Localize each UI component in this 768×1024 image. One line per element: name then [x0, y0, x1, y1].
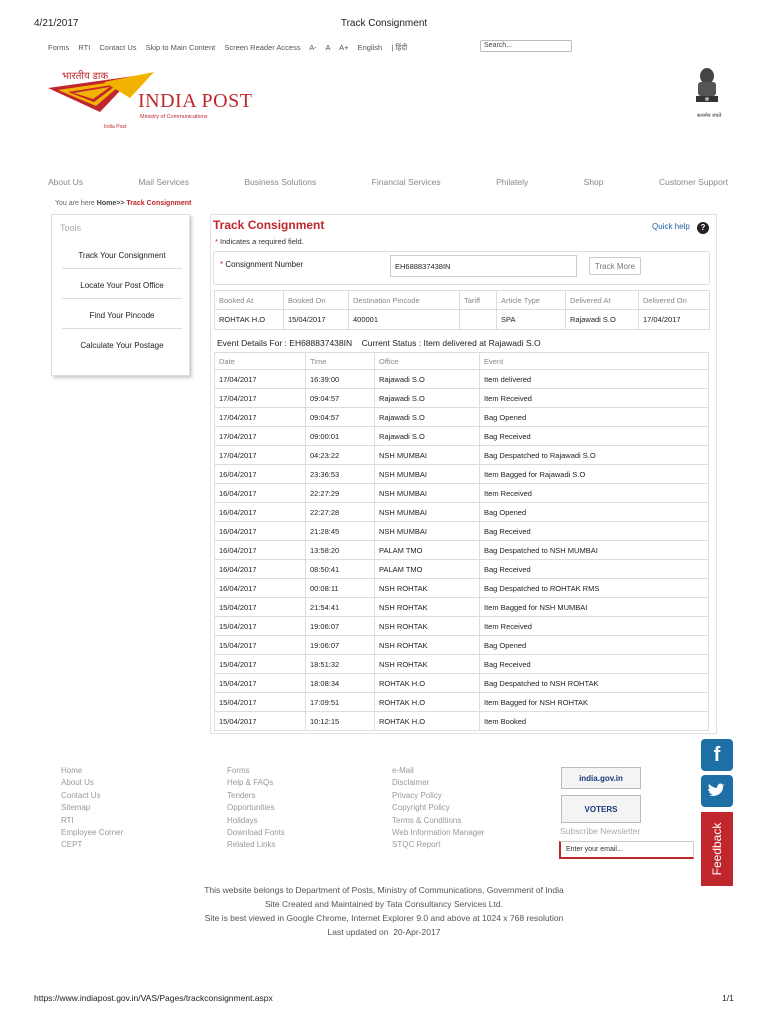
footer-browser-note: Site is best viewed in Google Chrome, Internet Explorer 9.0 and above at 1024 x 768 resolution: [204, 913, 564, 923]
booked-on-value: 15/04/2017: [284, 310, 349, 330]
event-event-cell: Bag Received: [480, 655, 709, 674]
event-office-cell: NSH ROHTAK: [375, 655, 480, 674]
footer-link-terms[interactable]: Terms & Conditions: [392, 815, 462, 825]
top-links: [48, 43, 414, 53]
event-time-cell: 22:27:29: [306, 484, 375, 503]
nav-about-us[interactable]: About Us: [48, 177, 83, 187]
event-row: [215, 674, 709, 693]
nav-philately[interactable]: Philately: [496, 177, 529, 187]
print-page-number: 1/1: [722, 993, 734, 1003]
event-date-cell: 17/04/2017: [215, 389, 306, 408]
event-office-cell: NSH MUMBAI: [375, 522, 480, 541]
col-office: Office: [375, 353, 480, 370]
breadcrumb-home-link[interactable]: Home>>: [96, 200, 125, 207]
font-decrease-link[interactable]: A-: [309, 43, 317, 52]
tariff-value: [460, 310, 497, 330]
col-tariff: Tariff: [460, 291, 497, 310]
newsletter-email-input[interactable]: Enter your email...: [559, 841, 694, 859]
event-date-cell: 16/04/2017: [215, 484, 306, 503]
col-event: Event: [480, 353, 709, 370]
event-event-cell: Bag Received: [480, 560, 709, 579]
event-date-cell: 16/04/2017: [215, 579, 306, 598]
booking-row: [215, 310, 710, 330]
breadcrumb: [55, 200, 191, 207]
event-event-cell: Item Booked: [480, 712, 709, 731]
footer-link-opportunities[interactable]: Opportunities: [227, 803, 275, 813]
event-time-cell: 09:04:57: [306, 408, 375, 427]
footer-link-web-info-manager[interactable]: Web Information Manager: [392, 828, 485, 838]
events-table: [214, 352, 709, 731]
delivered-at-value: Rajawadi S.O: [566, 310, 639, 330]
event-office-cell: Rajawadi S.O: [375, 408, 480, 427]
event-date-cell: 15/04/2017: [215, 617, 306, 636]
event-office-cell: NSH MUMBAI: [375, 503, 480, 522]
booking-header-row: [215, 291, 710, 310]
event-date-cell: 16/04/2017: [215, 541, 306, 560]
event-time-cell: 19:06:07: [306, 617, 375, 636]
event-row: [215, 522, 709, 541]
event-time-cell: 18:51:32: [306, 655, 375, 674]
event-date-cell: 15/04/2017: [215, 636, 306, 655]
event-event-cell: Bag Opened: [480, 636, 709, 655]
event-time-cell: 23:36:53: [306, 465, 375, 484]
logo-below-text: India Post: [104, 124, 127, 130]
event-time-cell: 22:27:28: [306, 503, 375, 522]
event-date-cell: 17/04/2017: [215, 446, 306, 465]
top-link-screen-reader[interactable]: Screen Reader Access: [224, 43, 301, 52]
event-event-cell: Bag Received: [480, 427, 709, 446]
top-link-skip[interactable]: Skip to Main Content: [145, 43, 216, 52]
col-date: Date: [215, 353, 306, 370]
event-time-cell: 17:09:51: [306, 693, 375, 712]
required-note-text: Indicates a required field.: [220, 237, 304, 246]
footer-ownership: This website belongs to Department of Posts, Ministry of Communications, Government of India: [204, 885, 564, 895]
event-row: [215, 655, 709, 674]
event-office-cell: Rajawadi S.O: [375, 427, 480, 446]
event-date-cell: 17/04/2017: [215, 427, 306, 446]
subscribe-newsletter-label: Subscribe Newsletter: [560, 826, 641, 836]
print-title: Track Consignment: [340, 18, 428, 29]
event-event-cell: Item Received: [480, 389, 709, 408]
event-time-cell: 10:12:15: [306, 712, 375, 731]
footer-link-employee-corner[interactable]: Employee Corner: [61, 828, 124, 838]
event-office-cell: NSH ROHTAK: [375, 598, 480, 617]
footer-link-stqc-report[interactable]: STQC Report: [392, 840, 441, 850]
event-office-cell: PALAM TMO: [375, 541, 480, 560]
event-office-cell: ROHTAK H.O: [375, 712, 480, 731]
event-date-cell: 15/04/2017: [215, 674, 306, 693]
consignment-label: * Consignment Number: [220, 260, 304, 269]
event-office-cell: ROHTAK H.O: [375, 674, 480, 693]
event-event-cell: Bag Despatched to Rajawadi S.O: [480, 446, 709, 465]
event-row: [215, 712, 709, 731]
logo-hindi-text: भारतीय डाक: [62, 71, 109, 82]
footer-link-copyright-policy[interactable]: Copyright Policy: [392, 803, 450, 813]
print-url: https://www.indiapost.gov.in/VAS/Pages/trackconsignment.aspx: [34, 993, 273, 1003]
footer-link-disclaimer[interactable]: Disclaimer: [392, 778, 430, 788]
events-header-row: [215, 353, 709, 370]
breadcrumb-prefix: You are here: [55, 200, 95, 207]
event-office-cell: NSH MUMBAI: [375, 446, 480, 465]
event-event-cell: Bag Despatched to ROHTAK RMS: [480, 579, 709, 598]
event-office-cell: NSH MUMBAI: [375, 465, 480, 484]
booked-at-value: ROHTAK H.O: [215, 310, 284, 330]
event-time-cell: 13:58:20: [306, 541, 375, 560]
event-office-cell: NSH ROHTAK: [375, 617, 480, 636]
twitter-icon[interactable]: [701, 775, 733, 807]
event-event-cell: Item Bagged for Rajawadi S.O: [480, 465, 709, 484]
booking-table: [214, 290, 710, 330]
event-date-cell: 16/04/2017: [215, 503, 306, 522]
event-row: [215, 617, 709, 636]
event-office-cell: Rajawadi S.O: [375, 370, 480, 389]
footer-link-holidays[interactable]: Holidays: [227, 815, 258, 825]
voters-badge[interactable]: VOTERS: [561, 795, 641, 823]
print-date: 4/21/2017: [34, 18, 79, 29]
nav-customer-support[interactable]: Customer Support: [658, 177, 728, 187]
lang-hindi-link[interactable]: | हिंदी: [391, 43, 408, 52]
footer-link-email[interactable]: e-Mail: [392, 766, 414, 775]
event-time-cell: 00:08:11: [306, 579, 375, 598]
event-date-cell: 15/04/2017: [215, 598, 306, 617]
sidebar-item-find-pincode[interactable]: Find Your Pincode: [62, 311, 182, 329]
consignment-label-text: Consignment Number: [225, 260, 304, 269]
event-row: [215, 503, 709, 522]
footer-last-updated: Last updated on 20-Apr-2017: [327, 927, 441, 937]
col-time: Time: [306, 353, 375, 370]
footer-maintained-by: Site Created and Maintained by Tata Consultancy Services Ltd.: [265, 899, 503, 909]
top-link-rti[interactable]: RTI: [78, 43, 91, 52]
help-icon[interactable]: ?: [697, 222, 709, 234]
event-office-cell: Rajawadi S.O: [375, 389, 480, 408]
event-office-cell: NSH ROHTAK: [375, 579, 480, 598]
breadcrumb-current: Track Consignment: [126, 200, 192, 207]
col-destination-pincode: Destination Pincode: [349, 291, 460, 310]
event-row: [215, 579, 709, 598]
footer-link-help-faqs[interactable]: Help & FAQs: [227, 778, 274, 788]
page-title: Track Consignment: [213, 218, 325, 232]
events-body: [215, 370, 709, 731]
track-more-button[interactable]: Track More: [589, 257, 641, 275]
footer-link-cept[interactable]: CEPT: [61, 840, 83, 850]
main-nav: [48, 177, 728, 187]
event-row: [215, 693, 709, 712]
sidebar-item-calculate-postage[interactable]: Calculate Your Postage: [80, 341, 164, 350]
font-normal-link[interactable]: A: [325, 43, 331, 52]
event-office-cell: ROHTAK H.O: [375, 693, 480, 712]
sidebar-item-track-consignment[interactable]: Track Your Consignment: [62, 251, 182, 269]
quick-help-link[interactable]: Quick help: [652, 222, 690, 231]
event-office-cell: NSH ROHTAK: [375, 636, 480, 655]
national-emblem-icon: [692, 66, 722, 112]
event-date-cell: 15/04/2017: [215, 712, 306, 731]
footer-link-tenders[interactable]: Tenders: [227, 790, 256, 800]
event-time-cell: 09:00:01: [306, 427, 375, 446]
event-event-cell: Item Bagged for NSH ROHTAK: [480, 693, 709, 712]
font-increase-link[interactable]: A+: [339, 43, 349, 52]
event-row: [215, 408, 709, 427]
nav-financial-services[interactable]: Financial Services: [371, 177, 441, 187]
event-row: [215, 636, 709, 655]
event-time-cell: 21:28:45: [306, 522, 375, 541]
tools-label: Tools: [60, 223, 82, 233]
nav-mail-services[interactable]: Mail Services: [138, 177, 189, 187]
event-time-cell: 04:23:22: [306, 446, 375, 465]
footer-link-rti[interactable]: RTI: [61, 815, 74, 825]
feedback-tab[interactable]: [701, 812, 733, 886]
nav-business-solutions[interactable]: Business Solutions: [244, 177, 317, 187]
col-booked-on: Booked On: [284, 291, 349, 310]
event-time-cell: 16:39:00: [306, 370, 375, 389]
article-type-value: SPA: [497, 310, 566, 330]
event-date-cell: 16/04/2017: [215, 465, 306, 484]
event-event-cell: Bag Opened: [480, 503, 709, 522]
event-row: [215, 370, 709, 389]
event-event-cell: Item Received: [480, 484, 709, 503]
search-input[interactable]: Search...: [480, 40, 572, 52]
event-event-cell: Item Bagged for NSH MUMBAI: [480, 598, 709, 617]
india-gov-badge[interactable]: india.gov.in: [561, 767, 641, 789]
footer-link-privacy-policy[interactable]: Privacy Policy: [392, 790, 442, 800]
logo-title: INDIA POST: [138, 90, 253, 112]
event-office-cell: NSH MUMBAI: [375, 484, 480, 503]
logo-tagline: Ministry of Communications: [140, 114, 208, 120]
nav-shop[interactable]: Shop: [583, 177, 604, 187]
event-time-cell: 21:54:41: [306, 598, 375, 617]
col-delivered-on: Delivered On: [639, 291, 710, 310]
top-link-forms[interactable]: Forms: [48, 43, 70, 52]
event-event-cell: Bag Despatched to NSH MUMBAI: [480, 541, 709, 560]
event-date-cell: 15/04/2017: [215, 693, 306, 712]
footer-link-forms[interactable]: Forms: [227, 766, 250, 775]
event-date-cell: 15/04/2017: [215, 655, 306, 674]
event-row: [215, 389, 709, 408]
col-article-type: Article Type: [497, 291, 566, 310]
event-event-cell: Bag Opened: [480, 408, 709, 427]
event-row: [215, 560, 709, 579]
event-time-cell: 19:06:07: [306, 636, 375, 655]
lang-english-link[interactable]: English: [357, 43, 383, 52]
event-event-cell: Bag Received: [480, 522, 709, 541]
event-date-cell: 17/04/2017: [215, 370, 306, 389]
event-row: [215, 598, 709, 617]
destination-pincode-value: 400001: [349, 310, 460, 330]
footer-col-1: [61, 765, 123, 852]
event-row: [215, 446, 709, 465]
footer-link-home[interactable]: Home: [61, 766, 83, 775]
event-event-cell: Item Received: [480, 617, 709, 636]
footer-link-related-links[interactable]: Related Links: [227, 840, 276, 850]
footer-col-2: [227, 765, 285, 852]
event-date-cell: 16/04/2017: [215, 522, 306, 541]
delivered-on-value: 17/04/2017: [639, 310, 710, 330]
event-row: [215, 484, 709, 503]
event-time-cell: 09:04:57: [306, 389, 375, 408]
event-date-cell: 16/04/2017: [215, 560, 306, 579]
footer-link-download-fonts[interactable]: Download Fonts: [227, 828, 285, 838]
event-row: [215, 465, 709, 484]
event-event-cell: Item delivered: [480, 370, 709, 389]
event-details-header: Event Details For : EH688837438IN Current Status : Item delivered at Rajawadi S.O: [217, 338, 541, 348]
footer-link-contact-us[interactable]: Contact Us: [61, 790, 101, 800]
event-time-cell: 18:08:34: [306, 674, 375, 693]
event-row: [215, 427, 709, 446]
col-booked-at: Booked At: [215, 291, 284, 310]
tools-sidebar: [51, 214, 190, 376]
top-link-contact[interactable]: Contact Us: [99, 43, 137, 52]
footer-link-about-us[interactable]: About Us: [61, 778, 94, 788]
emblem-caption: सत्यमेव जयते: [697, 113, 722, 119]
event-date-cell: 17/04/2017: [215, 408, 306, 427]
event-office-cell: PALAM TMO: [375, 560, 480, 579]
feedback-label: Feedback: [710, 822, 724, 876]
sidebar-item-locate-post-office[interactable]: Locate Your Post Office: [62, 281, 182, 299]
required-note: * Indicates a required field.: [215, 237, 304, 246]
consignment-number-input[interactable]: EH688837438IN: [390, 255, 577, 277]
col-delivered-at: Delivered At: [566, 291, 639, 310]
footer-col-3: [392, 765, 484, 852]
footer-link-sitemap[interactable]: Sitemap: [61, 803, 91, 813]
event-row: [215, 541, 709, 560]
event-time-cell: 08:50:41: [306, 560, 375, 579]
event-event-cell: Bag Despatched to NSH ROHTAK: [480, 674, 709, 693]
facebook-icon[interactable]: f: [701, 739, 733, 771]
